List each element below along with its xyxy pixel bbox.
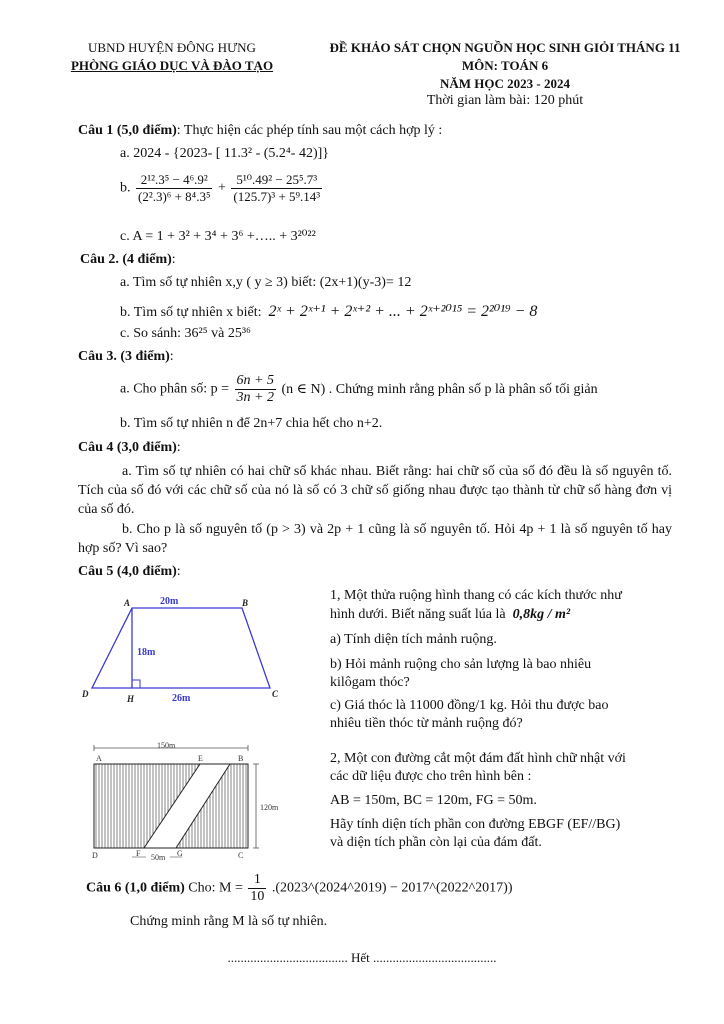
q5-p2-line2: các dữ liệu được cho trên hình bên : <box>330 769 532 784</box>
exam-subject: MÔN: TOÁN 6 <box>461 58 549 73</box>
fig2-height: 120m <box>260 803 279 812</box>
q4-b: b. Cho p là số nguyên tố (p > 3) và 2p + 1 cũng là số nguyên tố. Hỏi 4p + 1 là số nguyên tố hay hợp số? Vì sao? <box>78 522 672 556</box>
q6-statement: Câu 6 (1,0 điểm) Cho: M = $\frac{1}{10}$ .(2023^(2024^2019) − 2017^(2022^2017)) <box>86 872 513 904</box>
q2-c: c. So sánh: 36²⁵ và 25³⁶ <box>120 326 251 341</box>
fig1-label-c: C <box>272 689 279 699</box>
q5-p2-line5: và diện tích phần còn lại của đám đất. <box>330 835 542 850</box>
fig2-label-f: F <box>136 849 141 858</box>
q5-p1-c1: c) Giá thóc là 11000 đồng/1 kg. Hỏi thu được bao <box>330 698 609 713</box>
q1-b: b. $\frac{\text{2¹².3⁵ − 4⁶.9²}}{\text{(2².3)⁶ + 8⁴.3⁵}}$ + $\frac{\text{5¹⁰.49² − 25⁵.7³}}{\text{(125.7)³ + 5⁹.14³}}$ <box>120 172 321 204</box>
trapezoid-figure <box>80 590 320 710</box>
fig1-label-a: A <box>124 598 131 608</box>
q4-a: a. Tìm số tự nhiên có hai chữ số khác nhau. Biết rằng: hai chữ số của số đó đều là số nguyên tố. Tích của số đó với các chữ số của nó là số có 3 chữ số giống nhau được tạo thành từ chữ số hàng đơn vị của số đó. <box>78 464 672 517</box>
q5-p2-line1: 2, Một con đường cắt một đám đất hình chữ nhật với <box>330 751 626 766</box>
q6-prove: Chứng minh rằng M là số tự nhiên. <box>130 914 328 929</box>
fig2-label-e: E <box>198 754 203 763</box>
exam-title: ĐỀ KHẢO SÁT CHỌN NGUỒN HỌC SINH GIỎI THÁNG 11 <box>329 40 681 55</box>
q5-heading: Câu 5 (4,0 điểm): <box>78 564 181 579</box>
end-marker: ..................................... Hết ...................................... <box>227 950 497 965</box>
q4-heading: Câu 4 (3,0 điểm): <box>78 440 181 455</box>
q5-p1-b2: kilôgam thóc? <box>330 675 410 690</box>
q2-a: a. Tìm số tự nhiên x,y ( y ≥ 3) biết: (2x+1)(y-3)= 12 <box>120 275 412 290</box>
q2-b: b. Tìm số tự nhiên x biết: 2ˣ + 2ˣ⁺¹ + 2ˣ⁺² + ... + 2ˣ⁺²⁰¹⁵ = 2²⁰¹⁹ − 8 <box>120 303 538 320</box>
exam-year: NĂM HỌC 2023 - 2024 <box>440 76 570 91</box>
q5-p2-line3: AB = 150m, BC = 120m, FG = 50m. <box>330 793 537 808</box>
rectangle-road-figure <box>80 740 300 865</box>
q5-p2-line4: Hãy tính diện tích phần con đường EBGF (EF//BG) <box>330 817 621 832</box>
q3-b: b. Tìm số tự nhiên n để 2n+7 chia hết cho n+2. <box>120 416 383 431</box>
fig1-height: 18m <box>137 647 156 658</box>
fig1-top-length: 20m <box>160 596 179 607</box>
exam-time: Thời gian làm bài: 120 phút <box>426 93 584 108</box>
fig2-label-g: G <box>177 849 183 858</box>
fig2-fg-length: 50m <box>151 853 166 862</box>
q3-heading: Câu 3. (3 điểm): <box>78 349 174 364</box>
org-name-line2: PHÒNG GIÁO DỤC VÀ ĐÀO TẠO <box>70 58 274 73</box>
fig2-label-d: D <box>92 851 98 860</box>
q5-p1-c2: nhiêu tiền thóc từ mảnh ruộng đó? <box>330 716 523 731</box>
q1-heading: Câu 1 (5,0 điểm): Thực hiện các phép tính sau một cách hợp lý : <box>78 123 443 138</box>
fig1-label-d: D <box>82 689 89 699</box>
q2-heading: Câu 2. (4 điểm): <box>80 252 176 267</box>
fig1-label-b: B <box>242 598 249 608</box>
org-name-line1: UBND HUYỆN ĐÔNG HƯNG <box>88 40 256 55</box>
q5-p1-b1: b) Hỏi mảnh ruộng cho sản lượng là bao nhiêu <box>330 657 592 672</box>
fig1-label-h: H <box>127 694 135 704</box>
fig2-label-b: B <box>238 754 244 763</box>
q5-p1-line2: hình dưới. Biết năng suất lúa là 0,8kg / m² <box>330 607 571 622</box>
q1-c: c. A = 1 + 3² + 3⁴ + 3⁶ +….. + 3²⁰²² <box>120 229 316 244</box>
q5-p1-line1: 1, Một thửa ruộng hình thang có các kích thước như <box>330 588 622 603</box>
fig2-label-c: C <box>238 851 244 860</box>
fig2-width: 150m <box>157 741 176 750</box>
q5-p1-a: a) Tính diện tích mảnh ruộng. <box>330 632 497 647</box>
fig1-bottom-length: 26m <box>172 693 191 704</box>
fig2-label-a: A <box>96 754 102 763</box>
q1-a: a. 2024 - {2023- [ 11.3² - (5.2⁴- 42)]} <box>120 146 330 161</box>
q3-a: a. Cho phân số: p = $\frac{6n + 5}{3n + 2}$ (n ∈ N) . Chứng minh rằng phân số p là phân số tối giản <box>120 373 598 405</box>
